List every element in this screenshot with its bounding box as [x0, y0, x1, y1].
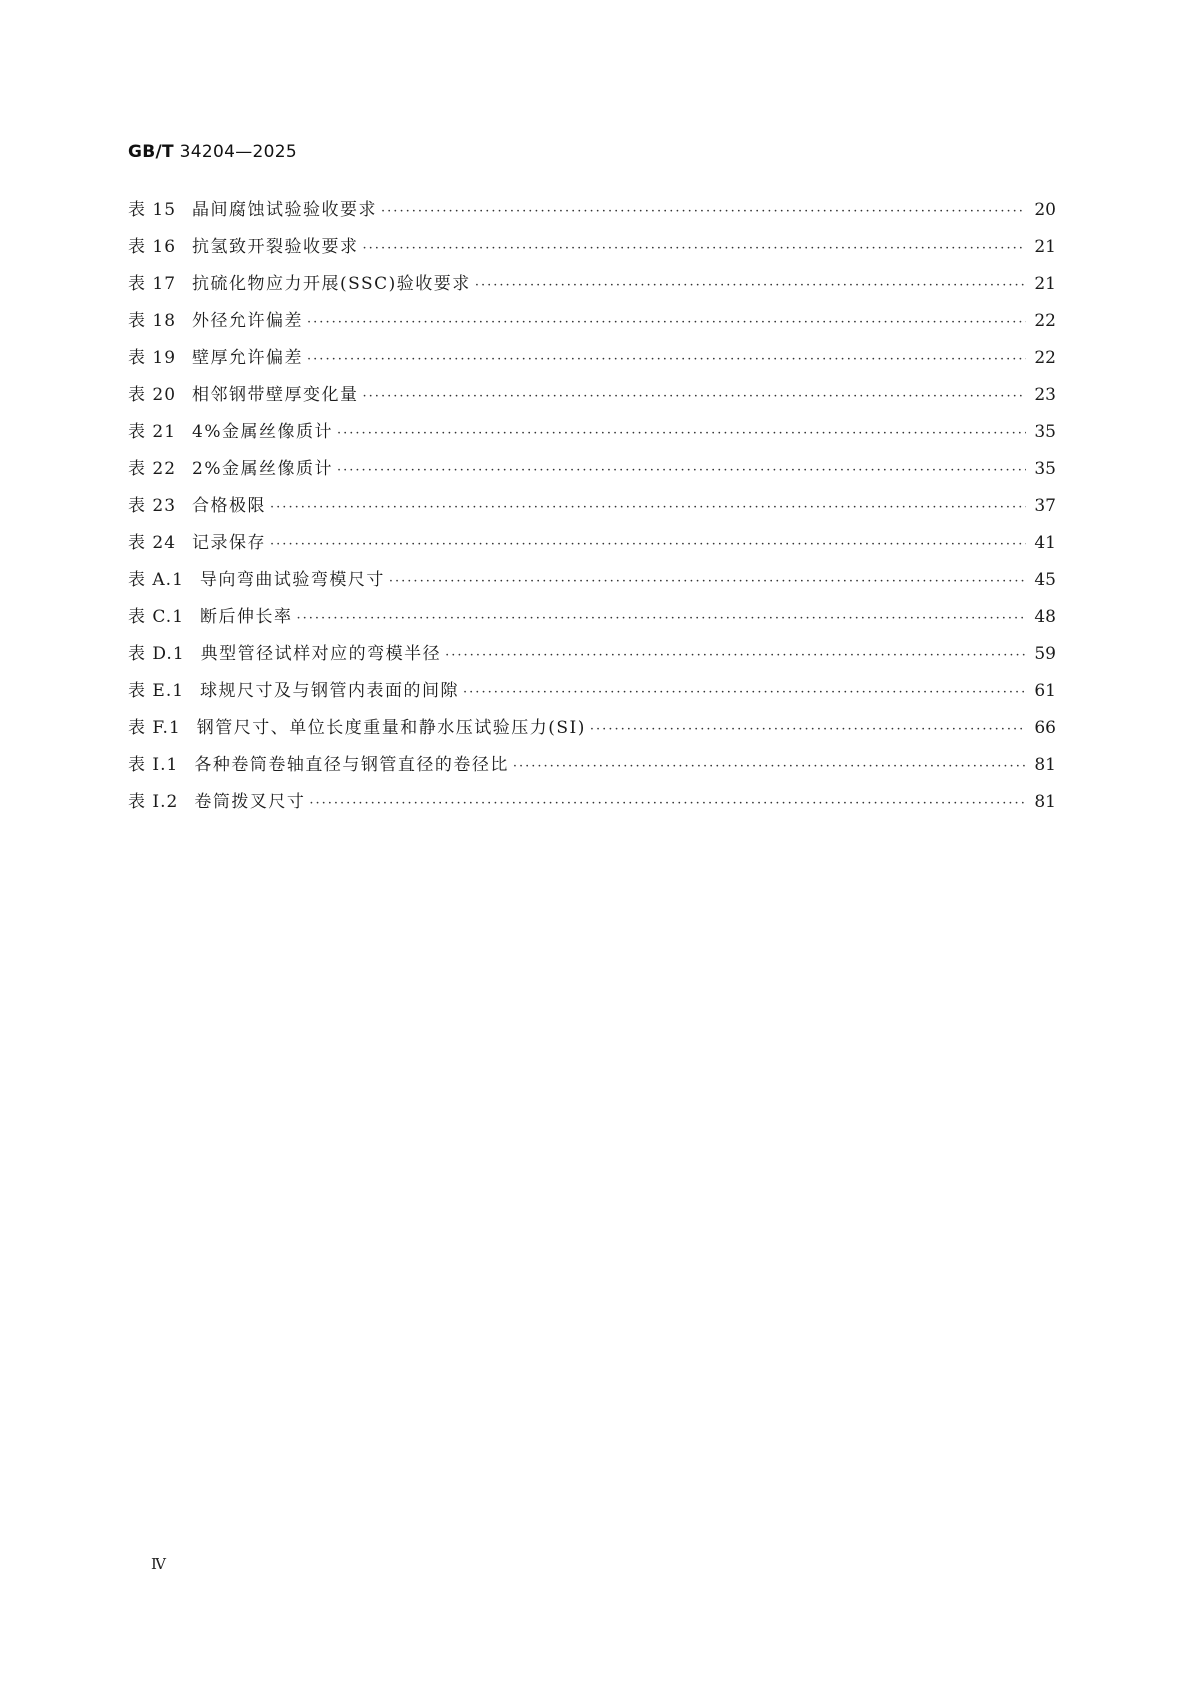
toc-entry-label: 表 15: [128, 200, 177, 220]
toc-entry-label: 表 17: [128, 274, 177, 294]
toc-entry-title: 外径允许偏差: [192, 311, 304, 331]
toc-entry-page: 81: [1034, 792, 1056, 812]
toc-entry[interactable]: [128, 562, 1056, 599]
toc-entry[interactable]: [128, 710, 1056, 747]
toc-entry[interactable]: [128, 340, 1056, 377]
standard-code: GB/T: [128, 142, 174, 162]
toc-entry-title: 导向弯曲试验弯模尺寸: [199, 570, 385, 590]
toc-entry-label: 表 19: [128, 348, 177, 368]
dot-leader: [389, 563, 1026, 600]
toc-entry-title: 壁厚允许偏差: [192, 348, 304, 368]
dot-leader: [270, 489, 1026, 526]
dot-leader: [381, 193, 1026, 230]
toc-entry[interactable]: [128, 229, 1056, 266]
toc-entry[interactable]: [128, 525, 1056, 562]
table-list: [128, 192, 1056, 821]
toc-entry-title: 断后伸长率: [200, 607, 293, 627]
toc-entry-label: 表 F.1: [128, 718, 181, 738]
standard-number: 34204—2025: [179, 142, 297, 162]
toc-entry-label: 表 24: [128, 533, 177, 553]
toc-entry-title: 抗氢致开裂验收要求: [192, 237, 359, 257]
dot-leader: [513, 748, 1026, 785]
dot-leader: [363, 230, 1026, 267]
toc-entry-title: 晶间腐蚀试验验收要求: [192, 200, 378, 220]
toc-entry-page: 66: [1034, 718, 1056, 738]
dot-leader: [309, 785, 1026, 822]
dot-leader: [475, 267, 1026, 304]
toc-entry[interactable]: [128, 747, 1056, 784]
toc-entry-page: 45: [1034, 570, 1056, 590]
page-number: Ⅳ: [151, 1555, 166, 1573]
toc-entry-page: 48: [1034, 607, 1056, 627]
dot-leader: [337, 415, 1026, 452]
dot-leader: [270, 526, 1026, 563]
toc-entry-title: 合格极限: [192, 496, 267, 516]
dot-leader: [590, 711, 1026, 748]
toc-entry-page: 23: [1034, 385, 1056, 405]
toc-entry[interactable]: [128, 266, 1056, 303]
toc-entry[interactable]: [128, 599, 1056, 636]
dot-leader: [307, 304, 1026, 341]
toc-entry[interactable]: [128, 673, 1056, 710]
toc-entry-label: 表 C.1: [128, 607, 185, 627]
toc-entry-label: 表 A.1: [128, 570, 184, 590]
toc-entry-page: 41: [1034, 533, 1056, 553]
toc-entry-page: 37: [1034, 496, 1056, 516]
dot-leader: [307, 341, 1026, 378]
toc-entry-label: 表 18: [128, 311, 177, 331]
toc-entry-label: 表 20: [128, 385, 177, 405]
toc-entry-page: 22: [1034, 311, 1056, 331]
toc-entry-label: 表 22: [128, 459, 177, 479]
toc-entry-label: 表 I.1: [128, 755, 179, 775]
toc-entry[interactable]: [128, 192, 1056, 229]
toc-entry-title: 各种卷筒卷轴直径与钢管直径的卷径比: [194, 755, 509, 775]
toc-entry-title: 4%金属丝像质计: [192, 422, 334, 442]
dot-leader: [363, 378, 1026, 415]
toc-entry[interactable]: [128, 636, 1056, 673]
toc-entry-title: 记录保存: [192, 533, 267, 553]
toc-entry-page: 81: [1034, 755, 1056, 775]
toc-entry-page: 21: [1034, 237, 1056, 257]
toc-entry-page: 22: [1034, 348, 1056, 368]
toc-entry-page: 35: [1034, 422, 1056, 442]
toc-entry-label: 表 16: [128, 237, 177, 257]
toc-entry-label: 表 I.2: [128, 792, 179, 812]
toc-entry-page: 35: [1034, 459, 1056, 479]
toc-entry-label: 表 D.1: [128, 644, 185, 664]
dot-leader: [463, 674, 1026, 711]
toc-entry-page: 20: [1034, 200, 1056, 220]
toc-entry[interactable]: [128, 414, 1056, 451]
toc-entry-title: 典型管径试样对应的弯模半径: [200, 644, 442, 664]
toc-entry-title: 钢管尺寸、单位长度重量和静水压试验压力(SI): [196, 718, 586, 738]
toc-entry-title: 相邻钢带壁厚变化量: [192, 385, 359, 405]
toc-entry-label: 表 21: [128, 422, 177, 442]
toc-entry[interactable]: [128, 488, 1056, 525]
toc-entry-label: 表 E.1: [128, 681, 185, 701]
toc-entry[interactable]: [128, 303, 1056, 340]
toc-entry-page: 21: [1034, 274, 1056, 294]
dot-leader: [297, 600, 1026, 637]
toc-entry-label: 表 23: [128, 496, 177, 516]
toc-entry-title: 球规尺寸及与钢管内表面的间隙: [200, 681, 460, 701]
dot-leader: [445, 637, 1026, 674]
toc-entry-page: 61: [1034, 681, 1056, 701]
toc-entry-page: 59: [1034, 644, 1056, 664]
toc-entry-title: 卷筒拨叉尺寸: [194, 792, 306, 812]
toc-entry-title: 抗硫化物应力开展(SSC)验收要求: [192, 274, 471, 294]
toc-entry[interactable]: [128, 377, 1056, 414]
toc-entry[interactable]: [128, 784, 1056, 821]
document-header: [128, 142, 297, 162]
toc-entry-title: 2%金属丝像质计: [192, 459, 334, 479]
dot-leader: [337, 452, 1026, 489]
toc-entry[interactable]: [128, 451, 1056, 488]
